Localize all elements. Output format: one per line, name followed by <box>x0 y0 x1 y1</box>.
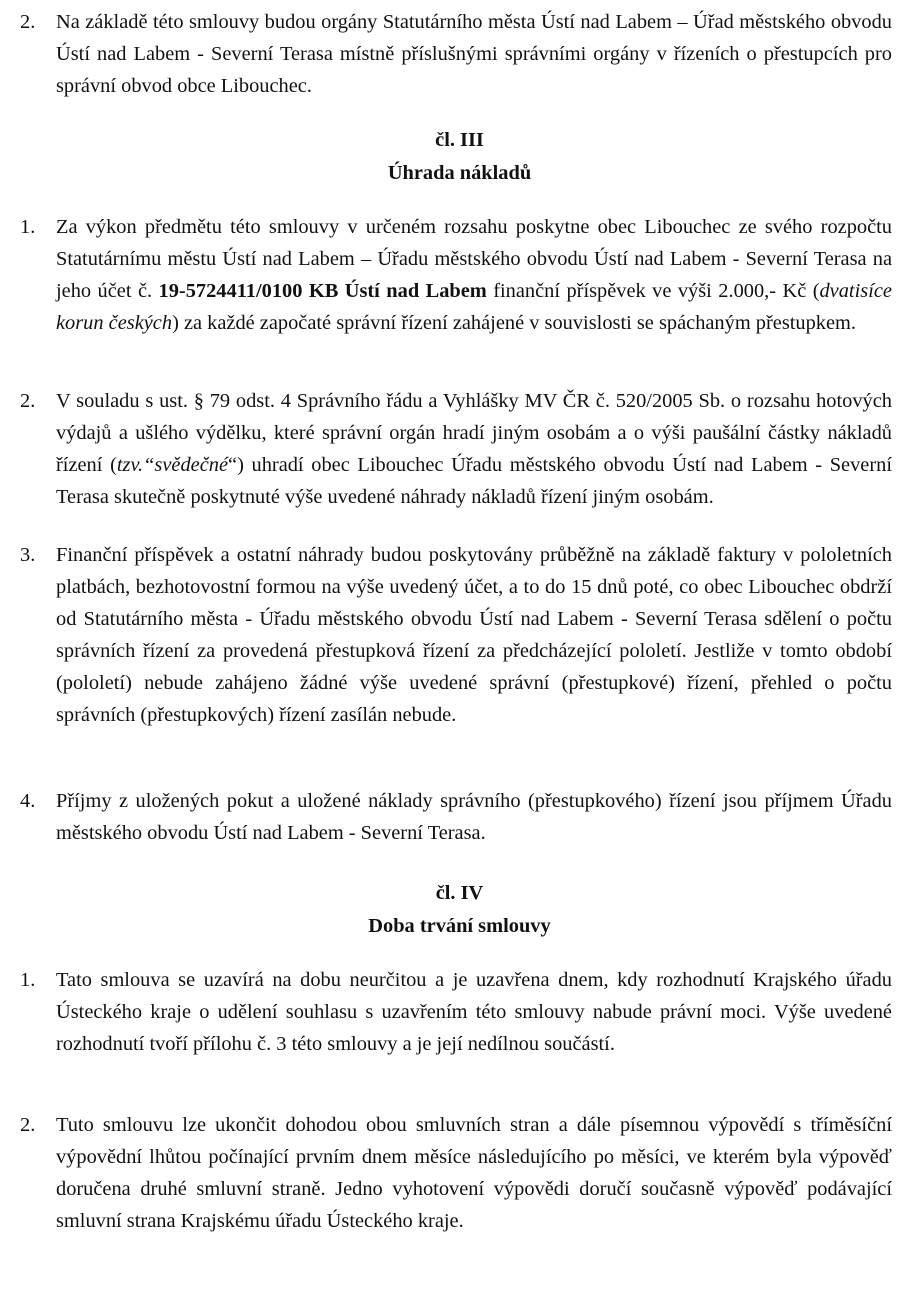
clause-number: 2. <box>20 390 36 412</box>
clause-number: 2. <box>20 11 36 33</box>
clause-number: 2. <box>20 1114 36 1136</box>
clause-text-part: “) uhradí obec Libouchec Úřadu městského obvodu Ústí nad Labem - Severní Terasa skutečně poskytnuté výše uvedené náhrady nákladů řízení jiným osobám. <box>56 454 892 508</box>
article-number: čl. IV <box>435 882 484 904</box>
clause-item <box>20 6 892 102</box>
clause-text-part: ) za každé započaté správní řízení zahájené v souvislosti se spáchaným přestupkem. <box>172 312 857 334</box>
article-title: Doba trvání smlouvy <box>368 915 551 937</box>
clause-text: Na základě této smlouvy budou orgány Statutárního města Ústí nad Labem – Úřad městského obvodu Ústí nad Labem - Severní Terasa místně příslušnými správními orgány v řízeních o přestupcích pro správní obvod obce Libouchec. <box>56 11 892 97</box>
clause-text-part: Za výkon předmětu této smlouvy v určeném rozsahu poskytne obec Libouchec ze svého rozpočtu Statutárnímu městu Ústí nad Labem – Úřadu městského obvodu Ústí nad Labem - Severní Terasa na jeho účet č. <box>56 216 892 302</box>
clause-item <box>20 539 892 731</box>
clause-text <box>56 385 892 513</box>
article-title: Úhrada nákladů <box>387 162 532 184</box>
clause-number: 1. <box>20 969 36 991</box>
bank-account: 19-5724411/0100 KB Ústí nad Labem <box>158 280 487 302</box>
clause-text: Tuto smlouvu lze ukončit dohodou obou smluvních stran a dále písemnou výpovědí s tříměsíční výpovědní lhůtou počínající prvním dnem měsíce následujícího po měsíci, ve kterém byla výpověď doručena druhé smluvní straně. Jedno vyhotovení výpovědi doručí současně výpověď podávající smluvní strana Krajskému úřadu Ústeckého kraje. <box>56 1114 892 1232</box>
clause-number: 1. <box>20 216 36 238</box>
clause-text-part: finanční příspěvek ve výši 2.000,- Kč ( <box>493 280 820 302</box>
clause-text-part: V souladu s ust. § 79 odst. 4 Správního řádu a Vyhlášky MV ČR č. 520/2005 Sb. o rozsahu hotových výdajů a ušlého výdělku, které správní orgán hradí jiným osobám a o výši paušální částky nákladů řízení ( <box>56 390 892 476</box>
clause-number: 4. <box>20 790 36 812</box>
clause-text: Finanční příspěvek a ostatní náhrady budou poskytovány průběžně na základě faktury v pololetních platbách, bezhotovostní formou na výše uvedený účet, a to do 15 dnů poté, co obec Libouchec obdrží od Statutárního města - Úřadu městského obvodu Ústí nad Labem - Severní Terasa sdělení o počtu správních řízení za provedená přestupková řízení za předcházející pololetí. Jestliže v tomto období (pololetí) nebude zahájeno žádné výše uvedené správní (přestupkové) řízení, přehled o počtu správních (přestupkových) řízení zasílán nebude. <box>56 544 892 726</box>
clause-item <box>20 785 892 849</box>
clause-item <box>20 385 892 513</box>
clause-text: Příjmy z uložených pokut a uložené náklady správního (přestupkového) řízení jsou příjmem Úřadu městského obvodu Ústí nad Labem - Severní Terasa. <box>56 790 892 844</box>
term-italic: tzv.“svědečné <box>116 454 229 476</box>
amount-in-words: dvatisíce korun českých <box>56 280 892 334</box>
clause-item <box>20 964 892 1060</box>
article-number: čl. III <box>435 129 484 151</box>
clause-item <box>20 1109 892 1237</box>
clause-text: Tato smlouva se uzavírá na dobu neurčitou a je uzavřena dnem, kdy rozhodnutí Krajského úřadu Ústeckého kraje o udělení souhlasu s uzavřením této smlouvy nabude právní moci. Výše uvedené rozhodnutí tvoří přílohu č. 3 této smlouvy a je její nedílnou součástí. <box>56 969 892 1055</box>
clause-item <box>20 211 892 339</box>
clause-text <box>56 211 892 339</box>
clause-number: 3. <box>20 544 36 566</box>
